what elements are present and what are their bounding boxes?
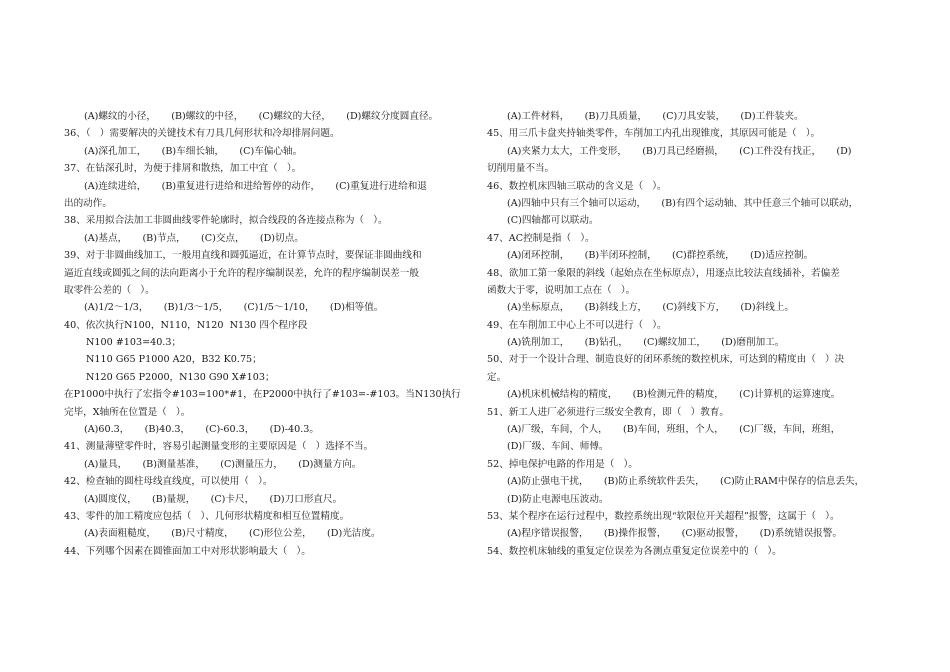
answer-options-line: (A)60.3， (B)40.3， (C)-60.3， (D)-40.3。 [84,424,319,436]
answer-options-line: (A)工件材料， (B)刀具质量， (C)刀具安装， (D)工件装夹。 [507,111,804,122]
question-text-line: 出的动作。 [64,197,112,209]
answer-options-line: N110 G65 P1000 A20，B32 K0.75； [86,354,262,366]
question-text-line: 54、数控机床轴线的重复定位误差为各测点重复定位误差中的（ ）。 [487,545,782,557]
question-text-line: 44、下列哪个因素在圆锥面加工中对形状影响最大（ ）。 [64,545,311,557]
answer-options-line: (A)夹紧力太大，工件变形， (B)刀具已经磨损， (C)工件没有找正， (D) [507,145,852,157]
question-text-line: 50、对于一个设计合理、制造良好的闭环系统的数控机床，可达到的精度由（ ）决 [487,354,845,366]
question-text-line: 切削用量不当。 [487,163,555,175]
answer-options-line: (A)防止强电干扰， (B)防止系统软件丢失， (C)防止RAM中保存的信息丢失， [507,476,865,488]
question-text-line: 45、用三爪卡盘夹持轴类零件，车削加工内孔出现锥度，其原因可能是（ ）。 [487,128,821,140]
answer-options-line: (A)基点， (B)节点， (C)交点， (D)切点。 [84,232,304,244]
answer-options-line: (A)程序错误报警， (B)操作报警， (C)驱动报警， (D)系统错误报警。 [507,528,842,540]
question-text-line: 40、依次执行N100，N110，N120 N130 四个程序段 [64,319,308,331]
answer-options-line: (A)铣削加工， (B)钻孔， (C)螺纹加工， (D)磨削加工。 [507,337,785,349]
answer-options-line: (A)连续进给， (B)重复进行进给和进给暂停的动作， (C)重复进行进给和退 [84,180,427,192]
answer-options-line: (A)闭环控制， (B)半闭环控制， (C)群控系统， (D)适应控制。 [507,250,814,262]
answer-options-line: (A)四轴中只有三个轴可以运动， (B)有四个运动轴、其中任意三个轴可以联动， [507,197,859,209]
answer-options-line: (A)1/2～1/3， (B)1/3～1/5， (C)1/5～1/10， (D)相等值。 [84,302,384,314]
answer-options-line: N100 #103=40.3； [86,337,182,349]
question-text-line: 53、某个程序在运行过程中，数控系统出现“软限位开关超程”报警，这属于（ ）。 [487,510,840,522]
left-column [64,108,474,560]
question-text-line: 49、在车削加工中心上不可以进行（ ）。 [487,319,667,331]
question-text-line: 定。 [487,371,507,383]
question-text-line: 46、数控机床四轴三联动的含义是（ ）。 [487,180,667,192]
answer-options-line: (A)坐标原点， (B)斜线上方， (C)斜线下方， (D)斜线上。 [507,302,794,314]
question-text-line: 在P1000中执行了宏指令#103=100*#1，在P2000中执行了#103=-#103。当N130执行 [64,389,461,401]
question-text-line: 47、AC控制是指（ ）。 [487,232,595,244]
answer-options-line: (D)防止电源电压波动。 [507,493,609,505]
question-text-line: 37、在钻深孔时，为便于排屑和散热，加工中宜（ ）。 [64,163,302,175]
question-text-line: 函数大于零，说明加工点在（ ）。 [487,284,636,296]
right-column [487,108,897,560]
answer-options-line: (A)厂级，车间，个人， (B)车间，班组，个人， (C)厂级，车间，班组， [507,424,841,436]
answer-options-line: (A)圆度仪， (B)量规， (C)卡尺， (D)刀口形直尺。 [84,493,343,505]
answer-options-line: (C)四轴都可以联动。 [507,215,599,227]
answer-options-line: (A)螺纹的小径， (B)螺纹的中径， (C)螺纹的大径， (D)螺纹分度圆直径。 [84,111,439,122]
question-text-line: 36、（ ）需要解决的关键技术有刀具几何形状和冷却排屑问题。 [64,128,340,140]
answer-options-line: (D)厂级、车间、师傅。 [507,441,609,453]
answer-options-line: (A)机床机械结构的精度， (B)检测元件的精度， (C)计算机的运算速度。 [507,389,841,401]
answer-options-line: N120 G65 P2000，N130 G90 X#103； [86,371,275,383]
question-text-line: 逼近直线或圆弧之间的法向距离小于允许的程序编制误差，允许的程序编制误差一般 [64,267,419,279]
question-text-line: 39、对于非圆曲线加工，一般用直线和圆弧逼近，在计算节点时，要保证非圆曲线和 [64,250,422,262]
question-text-line: 完毕，X轴所在位置是（ ）。 [64,406,191,418]
question-text-line: 43、零件的加工精度应包括（ ）、几何形状精度和相互位置精度。 [64,510,350,522]
question-text-line: 52、掉电保护电路的作用是（ ）。 [487,458,638,470]
question-text-line: 取零件公差的（ ）。 [64,284,155,296]
question-text-line: 51、新工人进厂必须进行三级安全教育，即（ ）教育。 [487,406,730,418]
answer-options-line: (A)量具， (B)测量基准， (C)测量压力， (D)测量方向。 [84,458,362,470]
question-text-line: 48、欲加工第一象限的斜线（起始点在坐标原点），用逐点比较法直线插补，若偏差 [487,267,840,279]
answer-options-line: (A)深孔加工， (B)车细长轴， (C)车偏心轴。 [84,145,303,157]
question-text-line: 38、采用拟合法加工非圆曲线零件轮廓时，拟合线段的各连接点称为（ ）。 [64,215,388,227]
question-text-line: 42、检查轴的圆柱母线直线度，可以使用（ ）。 [64,476,273,488]
answer-options-line: (A)表面粗糙度， (B)尺寸精度， (C)形位公差， (D)光洁度。 [84,528,381,540]
question-text-line: 41、测量薄壁零件时，容易引起测量变形的主要原因是（ ）选择不当。 [64,441,374,453]
